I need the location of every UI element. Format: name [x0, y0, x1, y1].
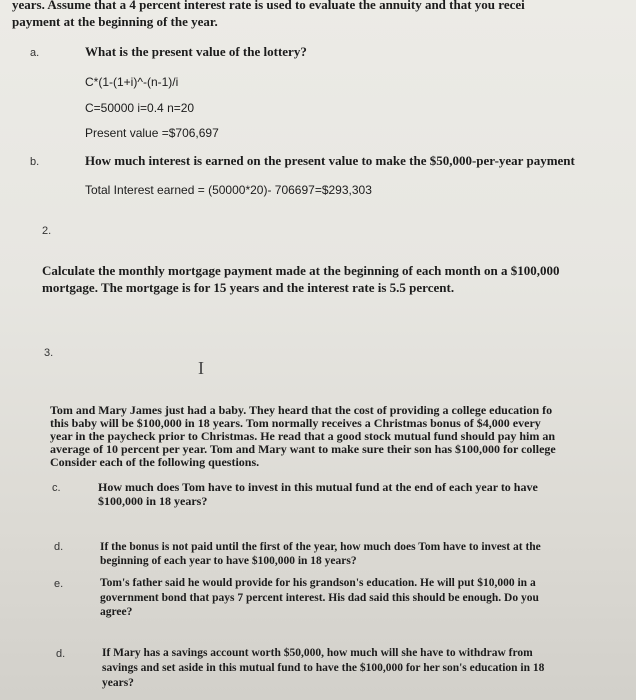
part-e-line-2: government bond that pays 7 percent interest. His dad said this should be enough. Do you [100, 592, 539, 604]
problem-3-number: 3. [44, 347, 54, 359]
part-a-formula: C*(1-(1+i)^-(n-1)/i [85, 75, 179, 89]
problem-2-line-2: mortgage. The mortgage is for 15 years and the interest rate is 5.5 percent. [42, 280, 455, 295]
part-a-result: Present value =$706,697 [85, 126, 219, 140]
part-d-line-1: If the bonus is not paid until the first of the year, how much does Tom have to invest at the [100, 541, 541, 553]
part-b-question: How much interest is earned on the present value to make the $50,000-per-year payment [85, 153, 575, 168]
part-a-label: a. [30, 47, 40, 59]
problem-2-number: 2. [42, 225, 52, 237]
part-d2-line-3: years? [102, 677, 134, 689]
text-cursor-icon: I [198, 358, 204, 378]
part-a-values: C=50000 i=0.4 n=20 [85, 101, 195, 115]
part-b-label: b. [30, 156, 40, 168]
part-d-line-2: beginning of each year to have $100,000 in 18 years? [100, 555, 357, 567]
problem-3-line-5: Consider each of the following questions. [50, 455, 260, 469]
problem-2-line-1: Calculate the monthly mortgage payment made at the beginning of each month on a $100,000 [42, 263, 560, 278]
part-e-label: e. [54, 578, 64, 590]
part-d2-line-2: savings and set aside in this mutual fund to have the $100,000 for her son's education in 18 [102, 662, 545, 674]
part-d2-line-1: If Mary has a savings account worth $50,000, how much will she have to withdraw from [102, 647, 533, 659]
part-a-question: What is the present value of the lottery? [85, 44, 307, 59]
part-c-label: c. [52, 482, 61, 494]
part-c-line-1: How much does Tom have to invest in this mutual fund at the end of each year to have [98, 480, 538, 494]
intro-line-2: payment at the beginning of the year. [12, 14, 218, 29]
part-c-line-2: $100,000 in 18 years? [98, 494, 208, 508]
problem-3-line-4: average of 10 percent per year. Tom and Mary want to make sure their son has $100,000 for college [50, 442, 556, 456]
intro-line-1: years. Assume that a 4 percent interest rate is used to evaluate the annuity and that you recei [12, 0, 525, 12]
part-e-line-1: Tom's father said he would provide for his grandson's education. He will put $10,000 in a [100, 577, 536, 589]
part-e-line-3: agree? [100, 606, 133, 618]
part-b-answer: Total Interest earned = (50000*20)- 706697=$293,303 [85, 183, 372, 197]
part-d-label: d. [54, 541, 64, 553]
problem-3-line-2: this baby will be $100,000 in 18 years. Tom normally receives a Christmas bonus of $4,000 every [50, 416, 541, 430]
problem-3-line-3: year in the paycheck prior to Christmas. He read that a good stock mutual fund should pay him an [50, 429, 556, 443]
part-d2-label: d. [56, 648, 66, 660]
problem-3-line-1: Tom and Mary James just had a baby. They heard that the cost of providing a college education fo [50, 403, 553, 417]
